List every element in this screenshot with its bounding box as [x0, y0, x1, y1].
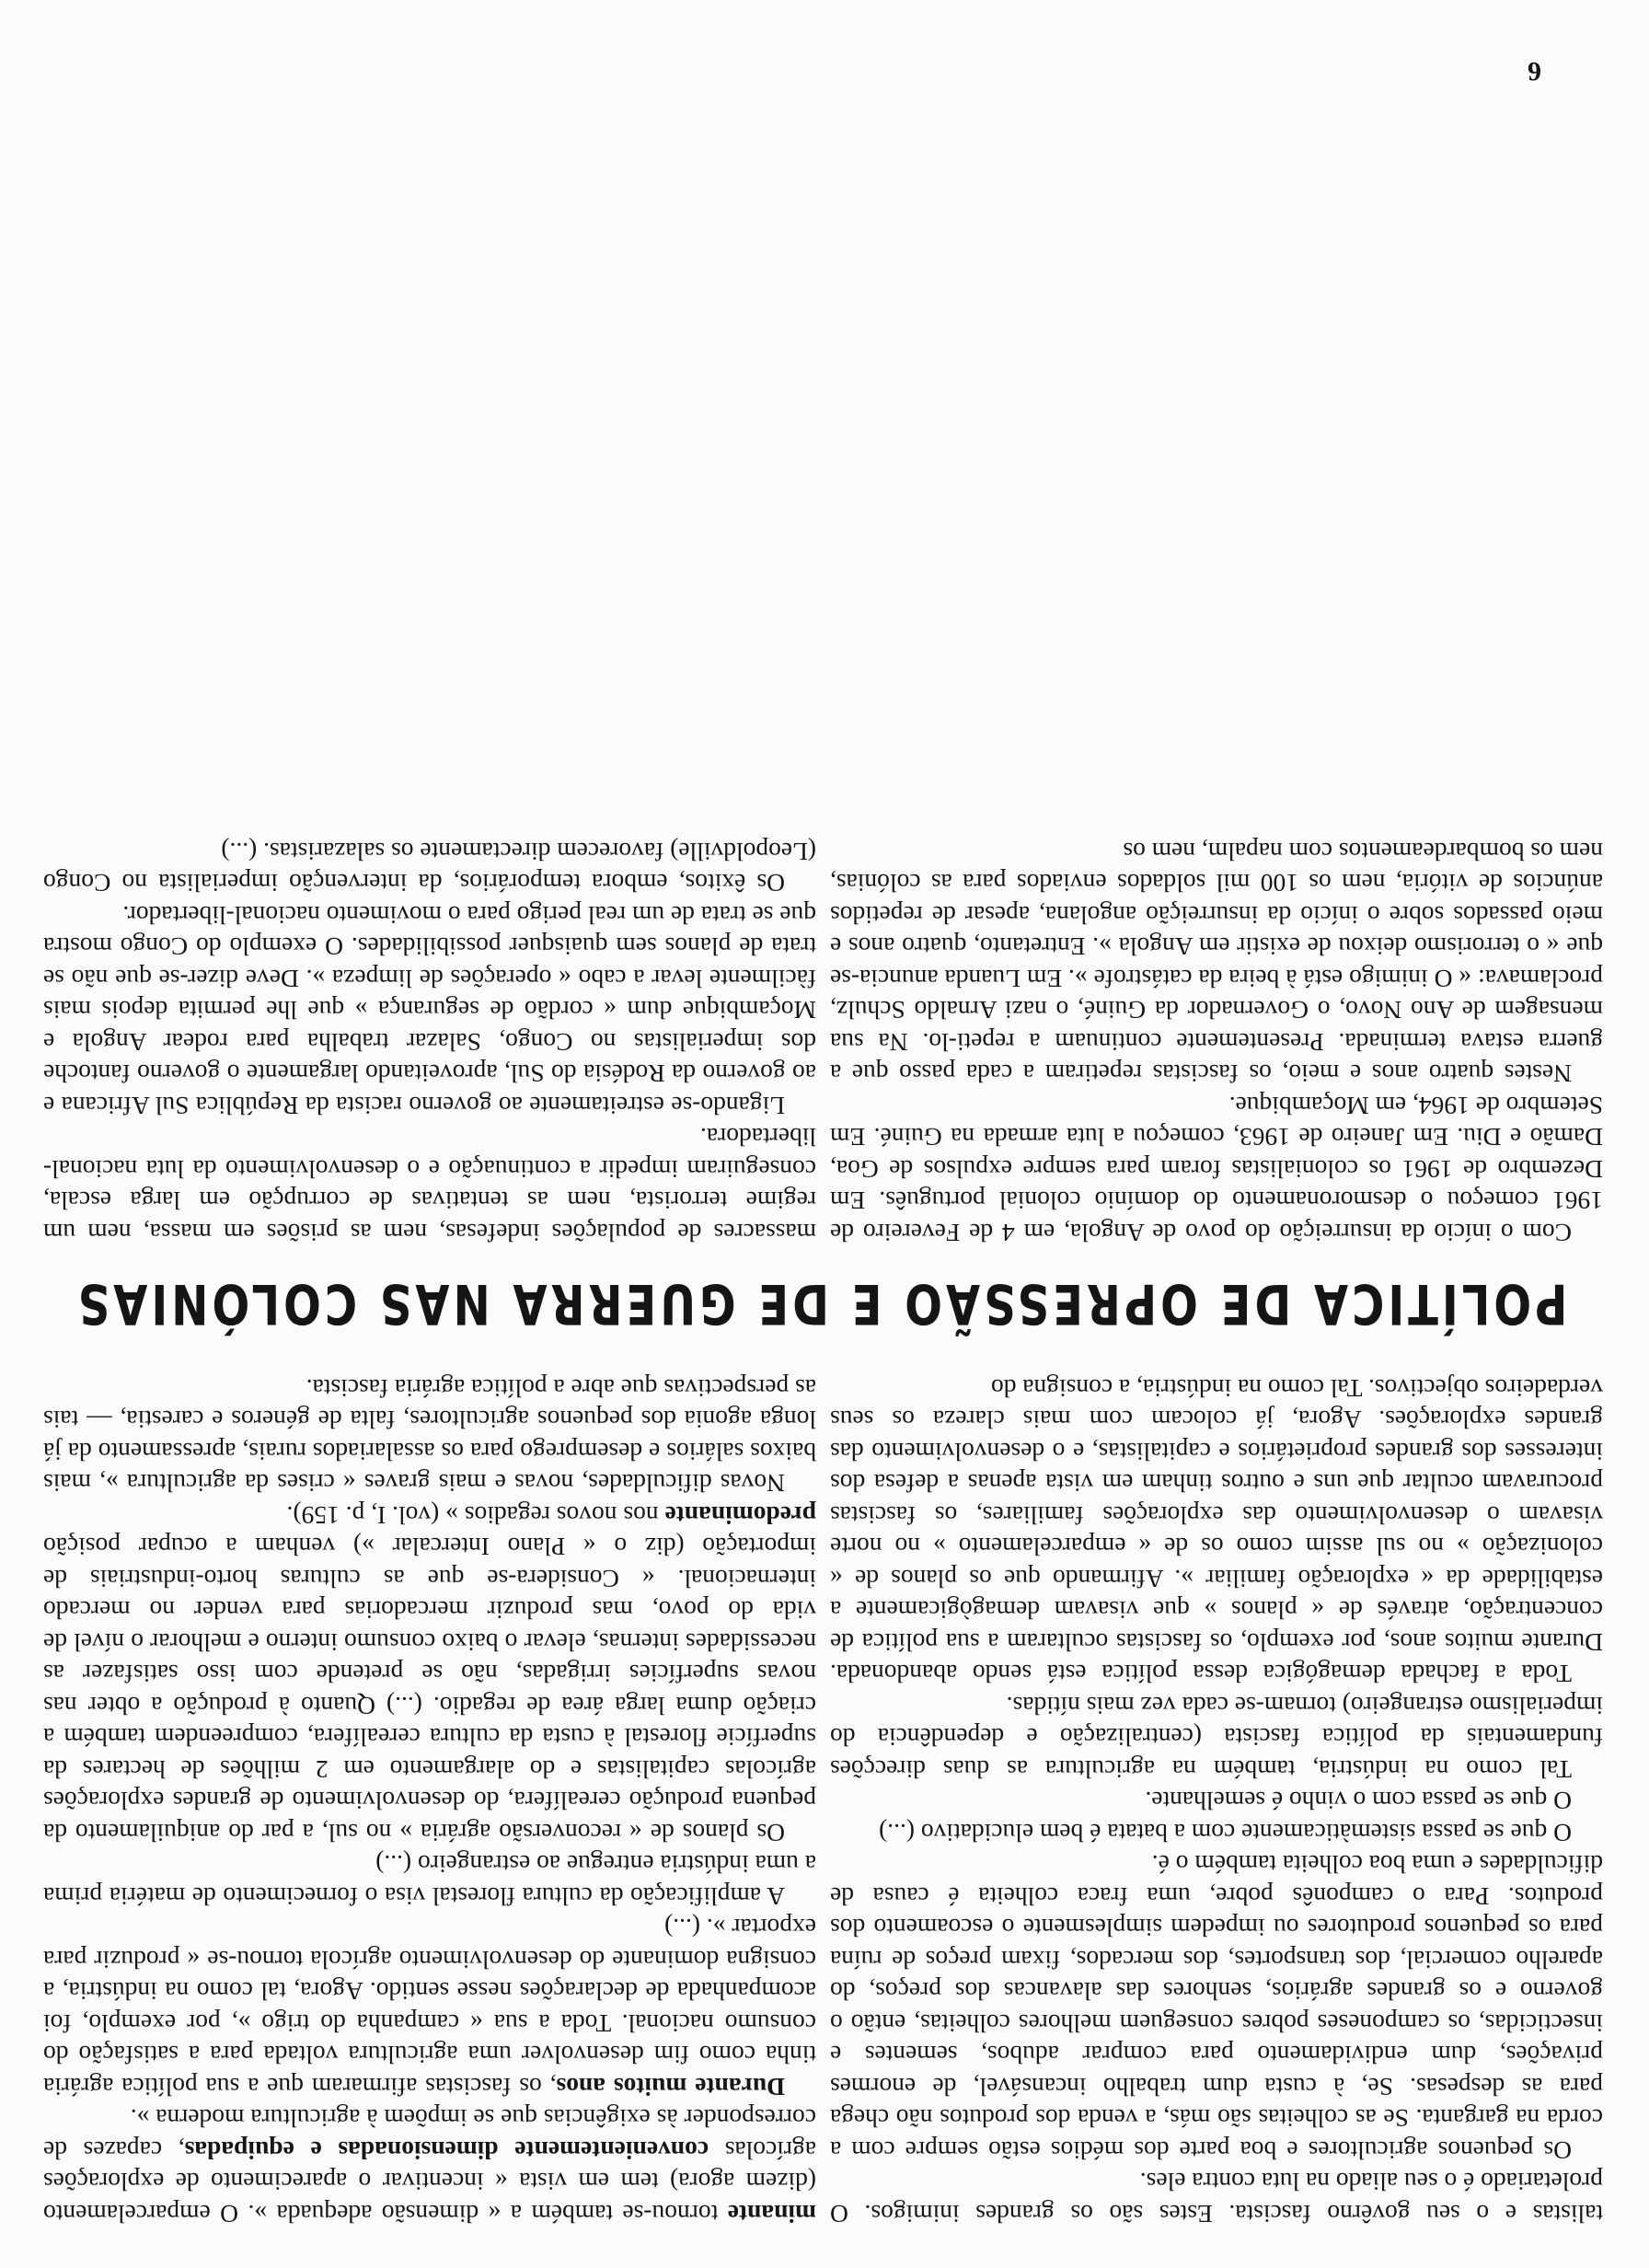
paragraph: Nestes quatro anos e meio, os fascistas repetiram a cada passo que a guerra estava terminada. Presentemente continuam a repeti-lo. Na sua mensagem de Ano Novo, o Governador da Guiné, o nazi Arnaldo Schulz, proclamava: « O inimigo está à beira da catástrofe ». Em Luanda anuncia-se que « o terrorismo deixou de existir em Angola ». Entretanto, quatro anos e meio passados sobre o início da insurreição angolana, apesar de repetidos anúncios de vitória, nem os 100 mil soldados enviados para as colónias, nem os bombardeamentos com napalm, nem os — [830, 838, 1603, 1089]
paragraph: talistas e o seu govêrno fascista. Estes são os grandes inimigos. O proletariado é o seu aliado na luta contra eles. — [830, 2168, 1603, 2228]
bold-text: Durante muitos anos — [556, 2073, 785, 2101]
bottom-right-column — [43, 836, 816, 1249]
paragraph: Os pequenos agricultores e boa parte dos médios estão sempre com a corda na garganta. Se as colheitas são más, a venda dos produtos não chega para as despesas. Se, à custa dum trabalho incansável, de enormes privações, dum endividamento para comprar adubos, sementes e insecticidas, os camponeses pobres conseguem melhores colheitas, então o governo e os grandes agrários, senhores das alavancas dos preços, do aparelho comercial, dos transportes, dos mercados, fixam preços de ruína para os pequenos produtores ou impedem simplesmente o escoamento dos produtos. Para o camponês pobre, uma fraca colheita é causa de dificuldades e uma boa colheita também o é. — [830, 1850, 1603, 2165]
top-left-column — [830, 1372, 1603, 2230]
paragraph: Com o início da insurreição do povo de Angola, em 4 de Fevereiro de 1961 começou o desmoronamento do domínio colonial português. Em Dezembro de 1961 os colonialistas foram para sempre expulsos de Goa, Damão e Diu. Em Janeiro de 1963, começou a luta armada na Guiné. Em Setembro de 1964, em Moçambique. — [830, 1092, 1603, 1247]
paragraph: massacres de populações indefesas, nem as prisões em massa, nem um regime terrorista, nem as tentativas de corrupção em larga escala, conseguiram impedir a continuação e o desenvolvimento da luta nacional-libertadora. — [43, 1123, 816, 1247]
paragraph: A amplificação da cultura florestal visa o fornecimento de matéria prima a uma indústria entregue ao estrangeiro (...) — [43, 1850, 816, 1911]
paragraph: Novas dificuldades, novas e mais graves « crises da agricultura », mais baixos salários e desemprego para os assalariados rurais, apressamento da já longa agonia dos pequenos agricultores, falta de géneros e carestia, — tais as perspectivas que abre a política agrária fascista. — [43, 1374, 816, 1498]
paragraph — [43, 1499, 816, 1849]
bold-text: predominante — [664, 1501, 816, 1530]
paragraph — [43, 2102, 816, 2229]
paragraph: Os êxitos, embora temporários, da intervenção imperialista no Congo (Leopoldville) favorecem directamente os salazaristas. (...) — [43, 838, 816, 898]
text: , os fascistas afirmaram que a sua política agrária tinha como fim desenvolver uma agricultura voltada para a satisfação do consumo nacional. Toda a sua « campanha do trigo », por exemplo, foi acompanhada de declarações nesse sentido. Agora, tal como na indústria, a consigna dominante do desenvolvimento agrícola tornou-se « produzir para exportar ». (...) — [43, 1914, 816, 2101]
paragraph: Toda a fachada demagógica dessa política está sendo abandonada. Durante muitos anos, por exemplo, os fascistas ocultaram a sua política de concentração, através de « planos » que visavam demagògicamente a estabilidade da « exploração familiar ». Afirmando que os planos de « colonização » no sul assim como os de « emparcelamento » no norte visavam o desenvolvimento das explorações familiares, os fascistas procuravam ocultar que uns e outros tinham em vista apenas a defesa dos interesses dos grandes proprietários e capitalistas, e o desenvolvimento das grandes explorações. Agora, já colocam com mais clareza os seus verdadeiros objectivos. Tal como na indústria, a consigna do — [830, 1374, 1603, 1689]
top-right-column — [43, 1372, 816, 2230]
paragraph — [43, 1912, 816, 2102]
bold-text: convenientemente dimensionadas e equipadas — [184, 2136, 709, 2165]
paragraph: Tal como na indústria, também na agricultura as duas direcções fundamentais da política fascista (centralização e dependência do imperialismo estrangeiro) tornam-se cada vez mais nítidas. — [830, 1692, 1603, 1784]
page-number: 6 — [1528, 56, 1541, 87]
paragraph: Ligando-se estreitamente ao governo racista da República Sul Africana e ao governo da Rodésia do Sul, aproveitando largamente o governo fantoche dos imperialistas no Congo, Salazar trabalha para rodear Angola e Moçambique dum « cordão de segurança » que lhe permita depois mais fàcilmente levar a cabo « operações de limpeza ». Deve dizer-se que não se trata de planos sem quaisquer possibilidades. O exemplo do Congo mostra que se trata de um real perigo para o movimento nacional-libertador. — [43, 901, 816, 1120]
bold-text: minante — [727, 2200, 816, 2228]
bottom-left-column — [830, 836, 1603, 1249]
paragraph: O que se passa sistemàticamente com a batata é bem elucidativo (...) — [879, 1819, 1572, 1847]
section-headline: POLÍTICA DE OPRESSÃO E DE GUERRA NAS COLÓNIAS — [74, 1271, 1568, 1336]
text: tornou-se também a « dimensão adequada ». O emparcelamento (dizem agora) tem em vista « incentivar o aparecimento de explorações agrícolas — [43, 2136, 816, 2228]
text: nos novos regadios » (vol. I, p. 159). — [286, 1501, 659, 1530]
paragraph: O que se passa com o vinho é semelhante. — [1145, 1787, 1572, 1816]
text: , capazes de corresponder às exigências que se impõem à agricultura moderna ». — [42, 2104, 816, 2165]
text: Os planos de « reconversão agrária » no sul, a par do aniquilamento da pequena produção cerealífera, do desenvolvimento de grandes explorações agrícolas capitalistas e do alargamento em 2 milhões de hectares da superfície florestal à custa da cultura cerealífera, compreendem também a criação duma larga área de regadio. (...) Quanto à produção a obter nas novas superfícies irrigadas, não se pretende com isso satisfazer as necessidades internas, elevar o baixo consumo interno e melhorar o nível de vida do povo, mas produzir mercadorias para vender no mercado internacional. « Considera-se que as culturas horto-industriais de importação (diz o « Plano Intercalar ») venham a ocupar posição — [43, 1533, 816, 1847]
